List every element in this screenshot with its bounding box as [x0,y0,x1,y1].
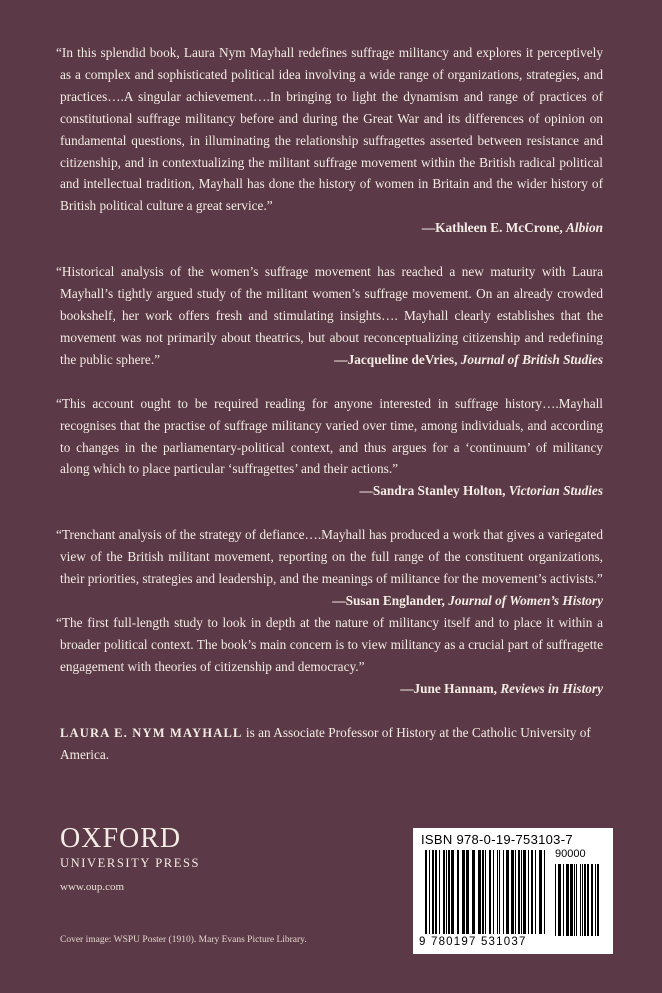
review-attribution [60,217,603,239]
author-bio [60,722,603,767]
review-quote-text: “Trenchant analysis of the strategy of defiance….Mayhall has produced a work that gives a variegated view of the British militant movement, reporting on the full range of the constituent organizations, their priorities, strategies and leadership, and the meanings of militance for the movement’s activists.” [56,527,603,587]
review-quote [56,261,603,371]
review-attribution [60,480,603,502]
review-blurb [56,612,603,700]
publisher-logo-sub: UNIVERSITY PRESS [60,856,201,870]
isbn-label: ISBN 978-0-19-753103-7 [421,832,573,847]
review-publication: Reviews in History [500,680,603,696]
review-author: —Jacqueline deVries, [334,351,458,367]
review-quote: “The first full-length study to look in depth at the nature of militancy itself and to place it within a broader political context. The book’s main concern is to view militancy as a crucial part of suffragette engagement with theories of citizenship and democracy.” [56,614,603,674]
review-quote: “This account ought to be required reading for anyone interested in suffrage history….Mayhall recognises that the practise of suffrage militancy varied over time, among individuals, and according to changes in the parliamentary-political context, and thus argues for a ‘continuum’ of militancy along which to place particular ‘suffragettes’ and their actions.” [56,395,603,477]
barcode-ean-number: 9 780197 531037 [419,936,527,948]
review-quote-text: “Historical analysis of the women’s suffrage movement has reached a new maturity with Laura Mayhall’s tightly argued study of the militant women’s suffrage movement. On an already crowded bookshelf, her work offers fresh and stimulating insights…. Mayhall clearly establishes that the movement was not primarily about theatrics, but about reconceptualizing citizenship and redefining the public sphere.” [56,264,603,367]
review-attribution [60,678,603,700]
back-cover-text [56,42,603,766]
barcode-bars [421,850,605,938]
publisher-logo-main: OXFORD [60,823,182,854]
barcode-addon-number: 90000 [555,848,586,860]
review-blurb [56,393,603,503]
cover-image-credit: Cover image: WSPU Poster (1910). Mary Evans Picture Library. [60,935,307,945]
review-attribution [332,590,603,612]
author-bio-text: is an Associate Professor of History at the Catholic University of America. [60,724,591,763]
review-author: —Susan Englander, [332,592,445,608]
author-name: LAURA E. NYM MAYHALL [60,725,243,740]
publisher-url[interactable]: www.oup.com [60,881,125,893]
publisher-logo [60,825,200,871]
review-blurb [56,42,603,239]
isbn-barcode [413,828,613,954]
review-attribution [334,349,603,371]
review-publication: Albion [566,220,603,236]
review-quote [56,524,603,608]
review-publication: Victorian Studies [508,483,603,499]
review-author: —June Hannam, [400,680,497,696]
review-publication: Journal of British Studies [460,351,603,367]
review-blurb [56,524,603,608]
review-quote: “In this splendid book, Laura Nym Mayhall redefines suffrage militancy and explores it perceptively as a complex and sophisticated political idea involving a wide range of organizations, strategies, and practices….A singular achievement….In bringing to light the dynamism and range of practices of constitutional suffrage militancy before and during the Great War and its differences of opinion on fundamental questions, in illuminating the relationship suffragettes asserted between resistance and citizenship, and in contextualizing the militant suffrage movement within the British radical political and intellectual tradition, Mayhall has done the history of women in Britain and the wider history of British political culture a great service.” [56,45,603,214]
review-publication: Journal of Women’s History [448,592,603,608]
review-author: —Kathleen E. McCrone, [421,220,563,236]
review-author: —Sandra Stanley Holton, [359,483,506,499]
review-blurb [56,261,603,371]
